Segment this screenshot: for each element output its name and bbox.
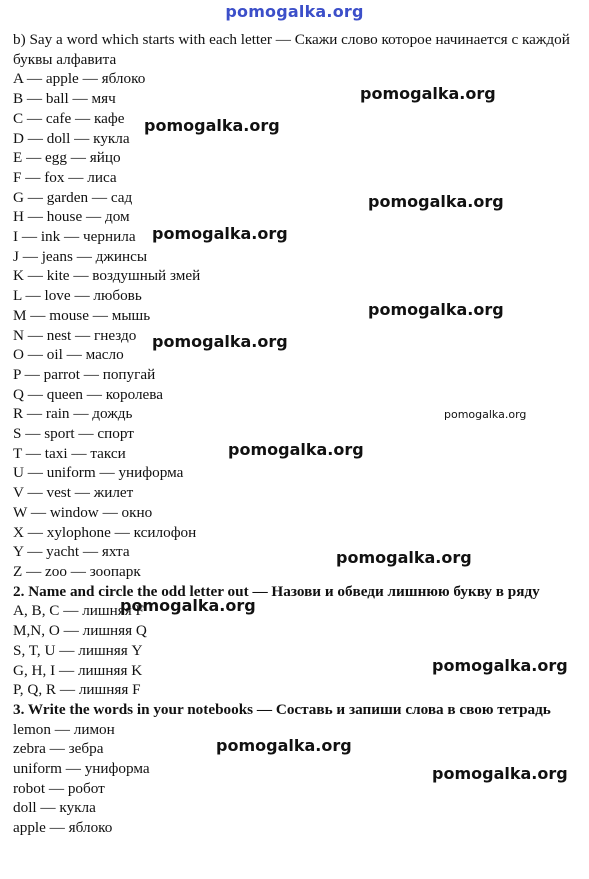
odd-letter-line: M,N, O — лишняя Q: [13, 622, 147, 640]
watermark: pomogalka.org: [152, 332, 288, 351]
alphabet-line: L — love — любовь: [13, 287, 142, 305]
watermark: pomogalka.org: [368, 300, 504, 319]
word-line: lemon — лимон: [13, 720, 115, 738]
alphabet-line: B — ball — мяч: [13, 90, 116, 108]
alphabet-line: G — garden — сад: [13, 188, 133, 206]
alphabet-line: Q — queen — королева: [13, 385, 164, 403]
alphabet-line: E — egg — яйцо: [13, 149, 121, 167]
alphabet-line: U — uniform — униформа: [13, 464, 184, 482]
odd-letter-line: P, Q, R — лишняя F: [13, 681, 141, 699]
section-2-title: 2. Name and circle the odd letter out — Назови и обведи лишнюю букву в ряду: [13, 582, 540, 600]
watermark: pomogalka.org: [152, 224, 288, 243]
alphabet-line: R — rain — дождь: [13, 405, 133, 423]
alphabet-line: S — sport — спорт: [13, 425, 134, 443]
alphabet-line: J — jeans — джинсы: [13, 247, 148, 265]
alphabet-line: Y — yacht — яхта: [13, 543, 130, 561]
alphabet-line: W — window — окно: [13, 503, 153, 521]
watermark: pomogalka.org: [444, 408, 527, 421]
word-line: uniform — униформа: [13, 760, 150, 778]
alphabet-line: N — nest — гнездо: [13, 326, 137, 344]
alphabet-line: V — vest — жилет: [13, 484, 134, 502]
watermark: pomogalka.org: [432, 764, 568, 783]
alphabet-line: K — kite — воздушный змей: [13, 267, 201, 285]
alphabet-line: P — parrot — попугай: [13, 365, 156, 383]
watermark: pomogalka.org: [432, 656, 568, 675]
alphabet-line: X — xylophone — ксилофон: [13, 523, 197, 541]
watermark: pomogalka.org: [228, 440, 364, 459]
word-line: apple — яблоко: [13, 819, 113, 837]
alphabet-line: F — fox — лиса: [13, 168, 117, 186]
alphabet-line: Z — zoo — зоопарк: [13, 562, 141, 580]
watermark: pomogalka.org: [120, 596, 256, 615]
site-header: pomogalka.org: [225, 2, 364, 21]
word-line: doll — кукла: [13, 799, 96, 817]
alphabet-line: C — cafe — кафе: [13, 109, 125, 127]
alphabet-line: I — ink — чернила: [13, 228, 136, 246]
watermark: pomogalka.org: [336, 548, 472, 567]
word-line: robot — робот: [13, 779, 105, 797]
watermark: pomogalka.org: [360, 84, 496, 103]
odd-letter-line: G, H, I — лишняя K: [13, 661, 143, 679]
alphabet-line: T — taxi — такси: [13, 444, 126, 462]
word-line: zebra — зебра: [13, 740, 104, 758]
alphabet-line: D — doll — кукла: [13, 129, 130, 147]
alphabet-line: M — mouse — мышь: [13, 306, 151, 324]
alphabet-line: O — oil — масло: [13, 346, 124, 364]
alphabet-line: H — house — дом: [13, 208, 130, 226]
alphabet-line: A — apple — яблоко: [13, 70, 146, 88]
watermark: pomogalka.org: [216, 736, 352, 755]
watermark: pomogalka.org: [144, 116, 280, 135]
odd-letter-line: A, B, C — лишняя F: [13, 602, 144, 620]
watermark: pomogalka.org: [368, 192, 504, 211]
section-3-title: 3. Write the words in your notebooks — Составь и запиши слова в свою тетрадь: [13, 700, 551, 718]
section-b-title: b) Say a word which starts with each letter — Скажи слово которое начинается с каждой буквы алфавита: [13, 31, 570, 68]
odd-letter-line: S, T, U — лишняя Y: [13, 641, 143, 659]
document-body: [13, 30, 585, 838]
